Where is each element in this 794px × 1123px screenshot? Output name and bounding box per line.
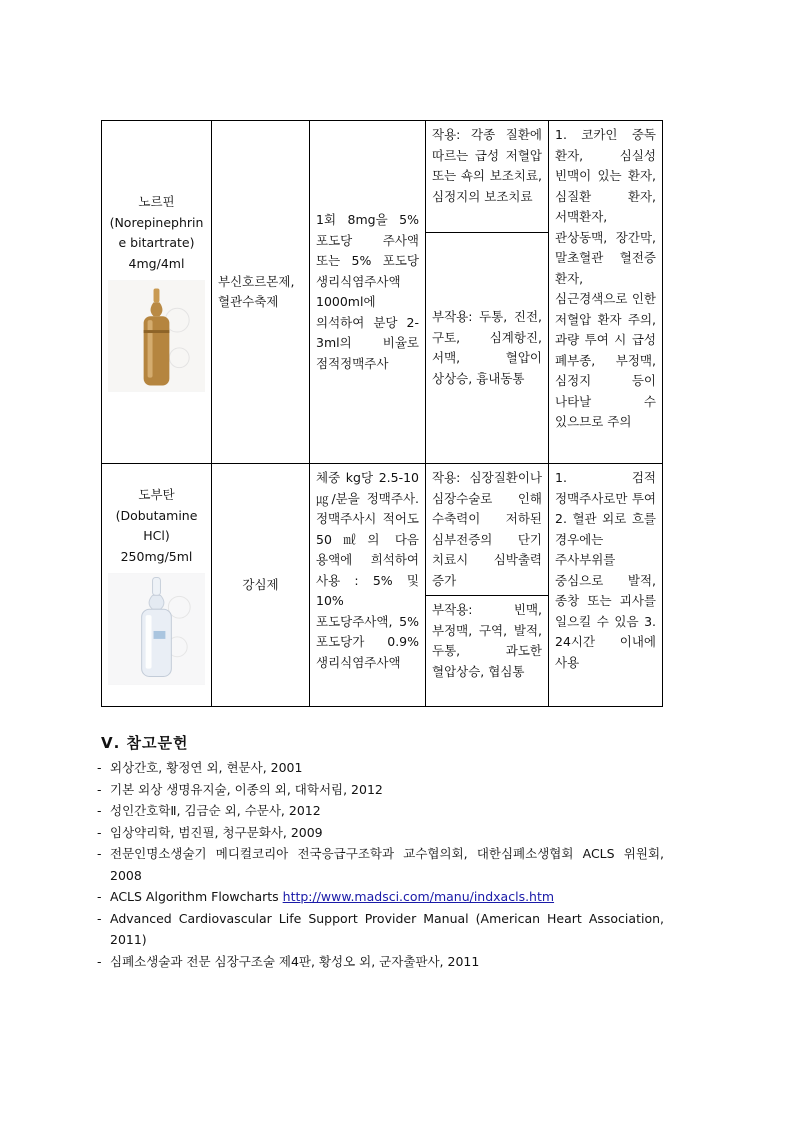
table-row (102, 464, 663, 596)
drug-name-line: 노르핀 (138, 194, 175, 209)
amber-ampoule-image (108, 280, 205, 392)
drug-name-line: 250mg/5ml (120, 548, 193, 564)
action-cell: 작용: 각종 질환에 따르는 급성 저혈압 또는 쇽의 보조치료, 심정지의 보조치료 (426, 121, 549, 233)
drug-name-cell (102, 121, 212, 464)
drug-name-cell (102, 464, 212, 707)
reference-text[interactable]: ACLS Algorithm Flowcharts http://www.madsci.com/manu/indxacls.htm (110, 889, 555, 904)
drug-name-line: 4mg/4ml (128, 255, 185, 271)
reference-text: Advanced Cardiovascular Life Support Provider Manual (American Heart Association, 2011) (110, 910, 664, 947)
reference-text: 외상간호, 황정연 외, 현문사, 2001 (110, 760, 303, 775)
clear-ampoule-image (108, 573, 205, 685)
table-row (102, 121, 663, 233)
reference-text: 기본 외상 생명유지술, 이종의 외, 대학서림, 2012 (110, 781, 383, 797)
drug-name-line: e bitartrate) (118, 235, 195, 250)
reference-link[interactable]: http://www.madsci.com/manu/indxacls.htm (282, 889, 555, 904)
list-item: - 전문인명소생술기 메디컬코리아 전국응급구조학과 교수협의회, 대한심폐소생협회 ACLS 위원회, 2008 (97, 846, 664, 883)
action-cell: 작용: 심장질환이나 심장수술로 인해 수축력이 저하된 심부전증의 단기 치료시 심박출력 증가 (426, 464, 549, 596)
list-item: - 성인간호학Ⅱ, 김금순 외, 수문사, 2012 (97, 803, 321, 818)
caution-cell: 1. 검적 정맥주사로만 투여 2. 혈관 외로 흐를 경우에는 주사부위를 중심으로 발적, 종창 또는 괴사를 일으킬 수 있음 3. 24시간 이내에 사용 (549, 464, 663, 707)
drug-name-line: HCl) (143, 528, 170, 543)
drug-table (101, 120, 663, 707)
references-list (97, 757, 664, 972)
reference-text: 임상약리학, 범진필, 청구문화사, 2009 (110, 824, 323, 840)
caution-cell: 1. 코카인 중독 환자, 심실성 빈맥이 있는 환자, 심질환 환자, 서맥환자, 관상동맥, 장간막, 말초혈관 혈전증 환자, 심근경색으로 인한 저혈압 환자 주의, 과량 투여 시 급성 폐부종, 부정맥, 심정지 등이 나타날 수 있으므로 주의 (549, 121, 663, 464)
side-effect-cell: 부작용: 두통, 진전, 구토, 심계항진, 서맥, 혈압이 상상승, 흉내동통 (426, 233, 549, 464)
side-effect-cell: 부작용: 빈맥, 부정맥, 구역, 발적, 두통, 과도한 혈압상승, 협심통 (426, 596, 549, 707)
drug-name-line: 도부탄 (138, 487, 175, 502)
dosage-cell: 체중 kg당 2.5-10㎍/분을 정맥주사. 정맥주사시 적어도 50㎖의 다음 용액에 희석하여 사용 : 5% 및 10% 포도당주사액, 5% 포도당가 0.9% 생리식염주사액 (310, 464, 426, 707)
list-item: - 외상간호, 황정연 외, 현문사, 2001 (97, 760, 303, 775)
reference-text: 심폐소생술과 전문 심장구조술 제4판, 황성오 외, 군자출판사, 2011 (110, 953, 480, 969)
list-item: - 임상약리학, 범진필, 청구문화사, 2009 (97, 824, 323, 840)
reference-text: 전문인명소생술기 메디컬코리아 전국응급구조학과 교수협의회, 대한심폐소생협회 ACLS 위원회, 2008 (110, 846, 664, 883)
list-item: - Advanced Cardiovascular Life Support Provider Manual (American Heart Association, 2011) (97, 910, 664, 947)
list-item[interactable]: - ACLS Algorithm Flowcharts http://www.madsci.com/manu/indxacls.htm (97, 889, 555, 904)
drug-name-line: (Norepinephrin (109, 214, 204, 230)
references-heading: Ⅴ. 참고문헌 (101, 734, 189, 752)
reference-text: 성인간호학Ⅱ, 김금순 외, 수문사, 2012 (110, 803, 321, 818)
list-item: - 심폐소생술과 전문 심장구조술 제4판, 황성오 외, 군자출판사, 2011 (97, 953, 480, 969)
drug-class-cell: 강심제 (212, 464, 310, 707)
drug-class-cell: 부신호르몬제,혈관수축제 (212, 121, 310, 464)
list-item: - 기본 외상 생명유지술, 이종의 외, 대학서림, 2012 (97, 781, 383, 797)
drug-name-line: (Dobutamine (115, 507, 198, 523)
dosage-cell: 1회 8mg을 5% 포도당 주사액 또는 5% 포도당 생리식염주사액 1000ml에 의석하여 분당 2-3ml의 비율로 점적정맥주사 (310, 121, 426, 464)
